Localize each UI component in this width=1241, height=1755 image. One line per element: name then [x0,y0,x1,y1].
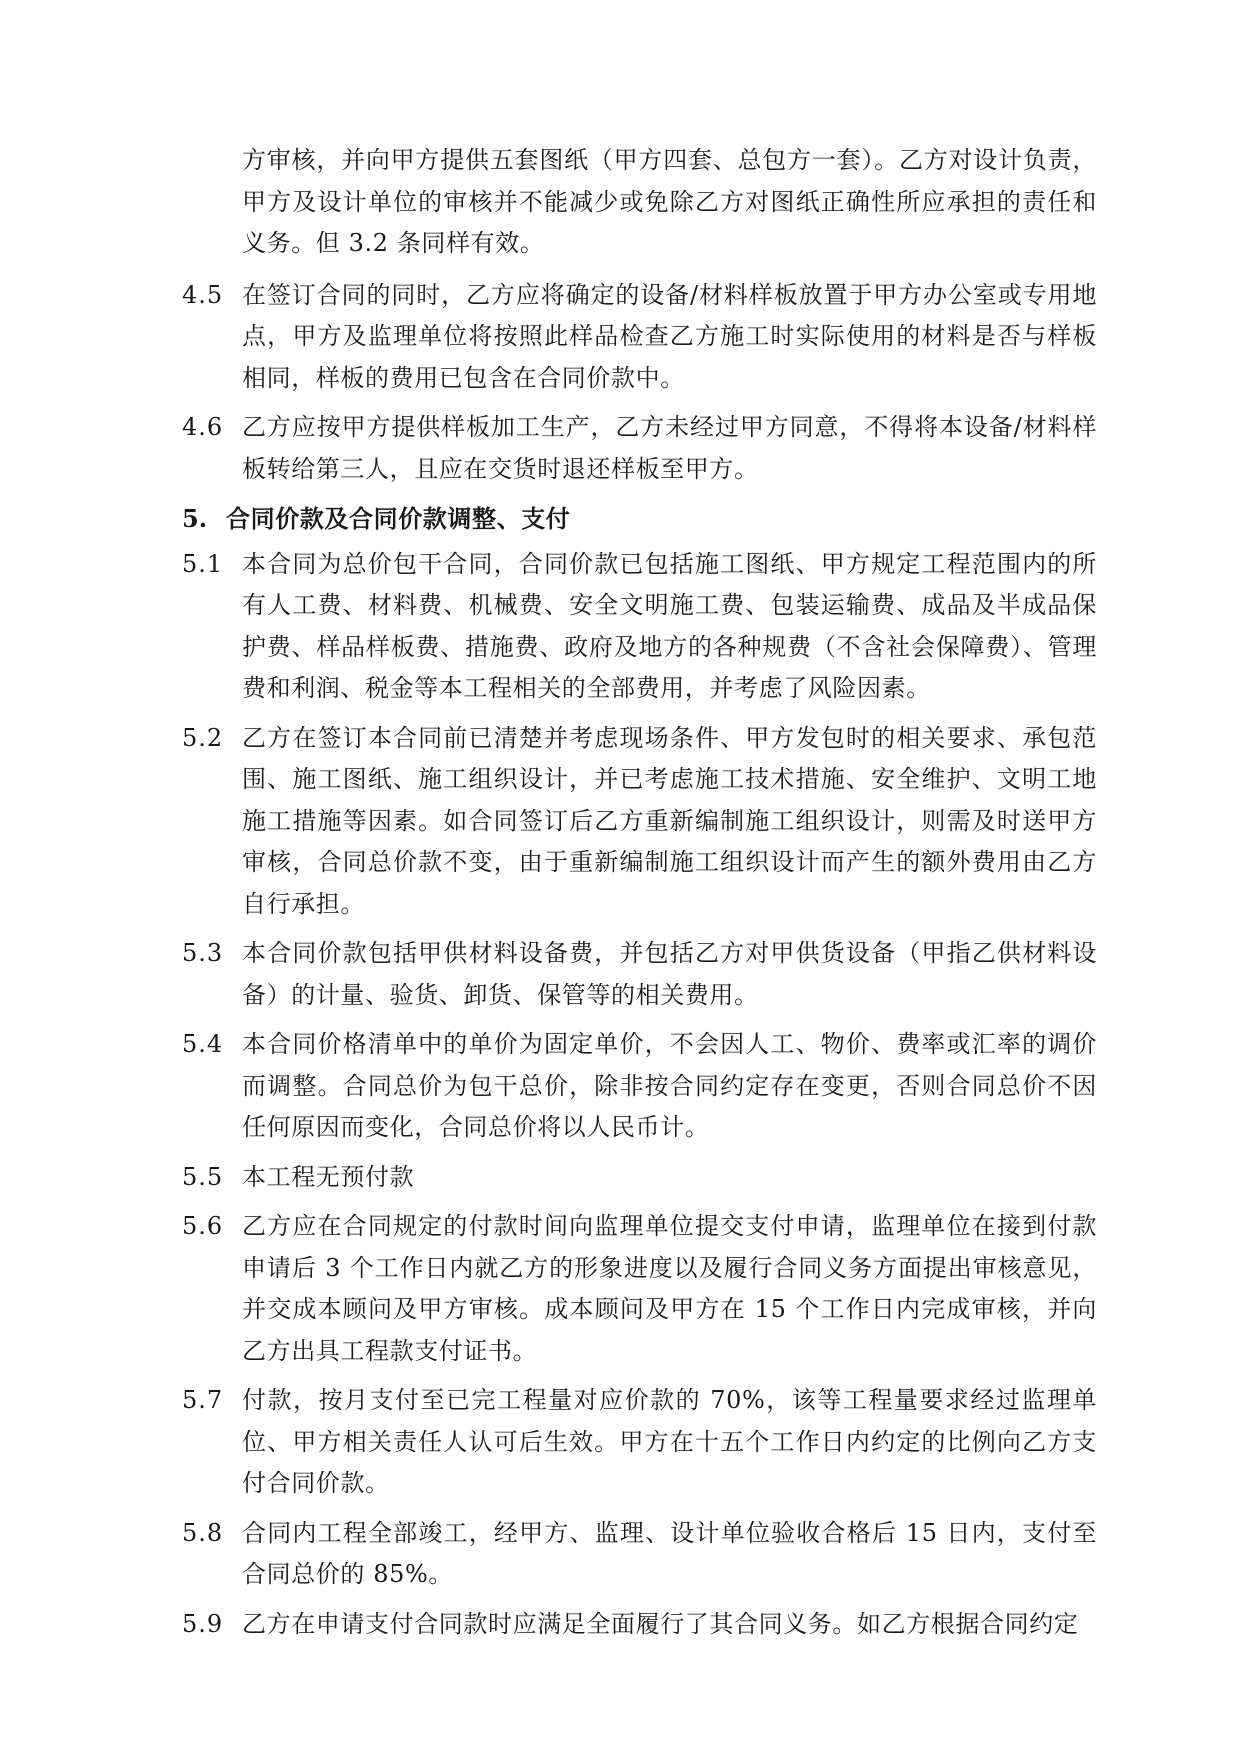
clause-number: 5.1 [182,549,224,578]
clause-text: 乙方应在合同规定的付款时间向监理单位提交支付申请，监理单位在接到付款申请后 3 个工作日内就乙方的形象进度以及履行合同义务方面提出审核意见，并交成本顾问及甲方审核。成本顾问及甲方在 15 个工作日内完成审核，并向乙方出具工程款支付证书。 [242,1212,1097,1365]
section-heading [182,498,1097,540]
clause-5-8 [182,1513,1097,1596]
clause-text: 本合同价款包括甲供材料设备费，并包括乙方对甲供货设备（甲指乙供材料设备）的计量、验货、卸货、保管等的相关费用。 [242,939,1097,1009]
clause-text: 本合同为总价包干合同，合同价款已包括施工图纸、甲方规定工程范围内的所有人工费、材料费、机械费、安全文明施工费、包装运输费、成品及半成品保护费、样品样板费、措施费、政府及地方的各种规费（不含社会保障费）、管理费和利润、税金等本工程相关的全部费用，并考虑了风险因素。 [242,549,1097,702]
clause-5-5 [182,1157,1097,1199]
section-title: 合同价款及合同价款调整、支付 [226,504,571,533]
clause-text: 乙方在申请支付合同款时应满足全面履行了其合同义务。如乙方根据合同约定 [242,1609,1079,1638]
clause-number: 4.5 [182,280,224,309]
clause-text: 在签订合同的同时，乙方应将确定的设备/材料样板放置于甲方办公室或专用地点，甲方及监理单位将按照此样品检查乙方施工时实际使用的材料是否与样板相同，样板的费用已包含在合同价款中。 [242,280,1097,392]
clause-5-2 [182,718,1097,926]
section-number: 5. [182,504,208,533]
document-body [182,140,1097,1653]
clause-5-1 [182,544,1097,710]
clause-5-7 [182,1380,1097,1505]
clause-5-4 [182,1024,1097,1149]
clause-4-5 [182,275,1097,400]
clause-text: 乙方应按甲方提供样板加工生产，乙方未经过甲方同意，不得将本设备/材料样板转给第三人，且应在交货时退还样板至甲方。 [242,413,1097,483]
clause-5-9 [182,1604,1097,1646]
clause-number: 5.4 [182,1030,224,1058]
clause-number: 5.2 [182,723,224,752]
clause-number: 4.6 [182,413,224,441]
clause-number: 5.5 [182,1162,224,1191]
clause-text: 本合同价格清单中的单价为固定单价，不会因人工、物价、费率或汇率的调价而调整。合同总价为包干总价，除非按合同约定存在变更，否则合同总价不因任何原因而变化，合同总价将以人民币计。 [242,1030,1097,1141]
clause-text: 合同内工程全部竣工，经甲方、监理、设计单位验收合格后 15 日内，支付至合同总价的 85%。 [242,1518,1097,1588]
clause-number: 5.7 [182,1386,224,1414]
clause-5-6 [182,1206,1097,1372]
clause-number: 5.9 [182,1609,224,1638]
clause-text: 乙方在签订本合同前已清楚并考虑现场条件、甲方发包时的相关要求、承包范围、施工图纸、施工组织设计，并已考虑施工技术措施、安全维护、文明工地施工措施等因素。如合同签订后乙方重新编制施工组织设计，则需及时送甲方审核，合同总价款不变，由于重新编制施工组织设计而产生的额外费用由乙方自行承担。 [242,723,1097,918]
clause-number: 5.8 [182,1518,224,1547]
clause-4-6 [182,407,1097,490]
clause-text: 本工程无预付款 [242,1162,415,1191]
clause-number: 5.6 [182,1212,224,1240]
clause-number: 5.3 [182,939,224,967]
continuation-paragraph: 方审核，并向甲方提供五套图纸（甲方四套、总包方一套）。乙方对设计负责，甲方及设计单位的审核并不能减少或免除乙方对图纸正确性所应承担的责任和义务。但 3.2 条同样有效。 [242,146,1097,257]
clause-text: 付款，按月支付至已完工程量对应价款的 70%，该等工程量要求经过监理单位、甲方相关责任人认可后生效。甲方在十五个工作日内约定的比例向乙方支付合同价款。 [242,1386,1097,1497]
clause-5-3 [182,933,1097,1016]
